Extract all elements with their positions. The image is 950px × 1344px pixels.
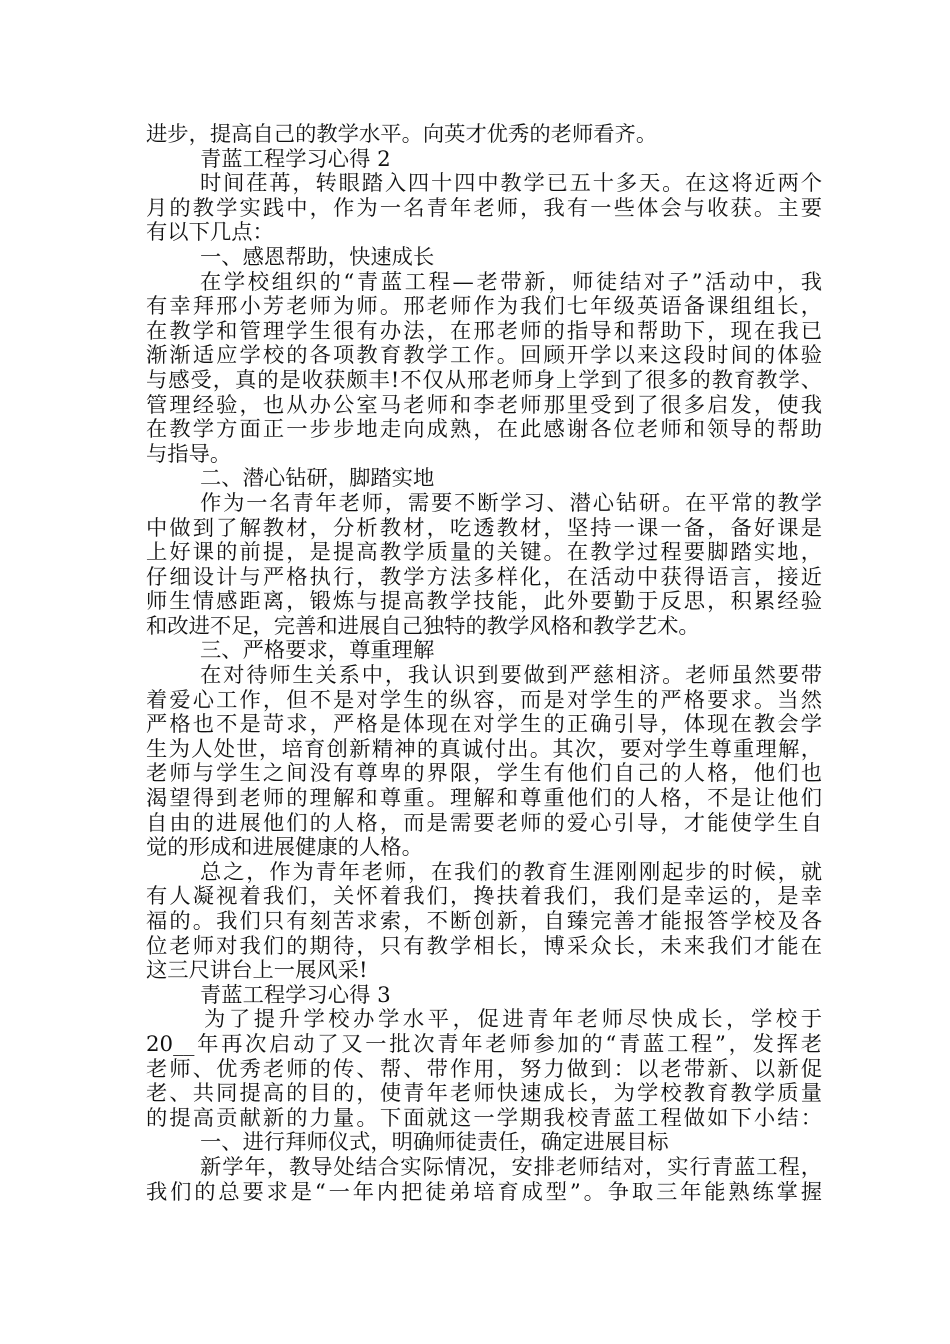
text-line: 进步，提高自己的教学水平。向英才优秀的老师看齐。 [146, 122, 658, 147]
text-line: 老、共同提高的目的，使青年老师快速成长，为学校教育教学质量 [146, 1082, 822, 1107]
text-line: 三、严格要求，尊重理解 [200, 638, 435, 664]
text-line: 仔细设计与严格执行，教学方法多样化，在活动中获得语言，接近 [146, 565, 822, 590]
text-line: 这三尺讲台上一展风采! [146, 958, 368, 984]
text-line: 总之，作为青年老师，在我们的教育生涯刚刚起步的时候，就 [200, 860, 822, 885]
text-line: 福的。我们只有刻苦求索，不断创新，自臻完善才能报答学校及各 [146, 910, 822, 934]
text-line: 自由的进展他们的人格，而是需要老师的爱心引导，才能使学生自 [146, 811, 822, 836]
text-line: 为了提升学校办学水平，促进青年老师尽快成长，学校于 [204, 1008, 822, 1033]
text-line: 青蓝工程学习心得 3 [200, 982, 391, 1008]
text-line: 在对待师生关系中，我认识到要做到严慈相济。老师虽然要带 [200, 664, 822, 689]
text-line: 位老师对我们的期待，只有教学相长，博采众长，未来我们才能在 [146, 934, 822, 959]
text-line: 月的教学实践中，作为一名青年老师，我有一些体会与收获。主要 [146, 196, 822, 221]
text-line: 新学年，教导处结合实际情况，安排老师结对，实行青蓝工程， [200, 1155, 822, 1180]
text-line: 在学校组织的“青蓝工程—老带新，师徒结对子”活动中，我 [200, 270, 822, 295]
text-line: 我们的总要求是“一年内把徒弟培育成型”。争取三年能熟练掌握 [146, 1180, 822, 1205]
text-line: 严格也不是苛求，严格是体现在对学生的正确引导，体现在教会学 [146, 713, 822, 738]
text-line: 老师、优秀老师的传、帮、带作用，努力做到：以老带新、以新促 [146, 1057, 822, 1082]
text-line: 青蓝工程学习心得 2 [200, 146, 391, 172]
text-line: 与指导。 [146, 441, 232, 467]
text-line: 老师与学生之间没有尊卑的界限，学生有他们自己的人格，他们也 [146, 762, 822, 787]
text-line: 与感受，真的是收获颇丰!不仅从邢老师身上学到了很多的教育教学、 [146, 368, 822, 393]
text-line: 渐渐适应学校的各项教育教学工作。回顾开学以来这段时间的体验 [146, 344, 822, 369]
text-line: 渴望得到老师的理解和尊重。理解和尊重他们的人格，不是让他们 [146, 787, 822, 812]
text-line: 生为人处世，培育创新精神的真诚付出。其次，要对学生尊重理解， [146, 737, 822, 762]
text-line: 和改进不足，完善和进展自己独特的教学风格和教学艺术。 [146, 613, 700, 639]
text-line: 一、感恩帮助，快速成长 [200, 244, 435, 270]
text-line: 着爱心工作，但不是对学生的纵容，而是对学生的严格要求。当然 [146, 688, 822, 713]
text-line: 有以下几点： [146, 220, 274, 246]
text-line: 觉的形成和进展健康的人格。 [146, 835, 423, 861]
text-line: 二、潜心钻研，脚踏实地 [200, 466, 435, 492]
text-line: 中做到了解教材，分析教材，吃透教材，坚持一课一备，备好课是 [146, 516, 822, 541]
text-line: 在教学方面正一步步地走向成熟，在此感谢各位老师和领导的帮助 [146, 418, 822, 443]
text-line: 有人凝视着我们，关怀着我们，搀扶着我们，我们是幸运的，是幸 [146, 885, 822, 910]
text-line: 有幸拜邢小芳老师为师。邢老师作为我们七年级英语备课组组长， [146, 295, 822, 320]
text-line: 作为一名青年老师，需要不断学习、潜心钻研。在平常的教学 [200, 491, 822, 516]
text-line: 在教学和管理学生很有办法，在邢老师的指导和帮助下，现在我已 [146, 319, 822, 344]
text-line: 20__年再次启动了又一批次青年老师参加的“青蓝工程”，发挥老 [146, 1032, 822, 1057]
text-line: 管理经验，也从办公室马老师和李老师那里受到了很多启发，使我 [146, 393, 822, 418]
text-line: 上好课的前提，是提高教学质量的关键。在教学过程要脚踏实地， [146, 541, 822, 566]
text-line: 一、进行拜师仪式，明确师徒责任，确定进展目标 [200, 1130, 669, 1156]
document-page [146, 123, 822, 1205]
text-line: 的提高贡献新的力量。下面就这一学期我校青蓝工程做如下小结： [146, 1106, 822, 1131]
text-line: 时间荏苒，转眼踏入四十四中教学已五十多天。在这将近两个 [200, 172, 822, 197]
text-line: 师生情感距离，锻炼与提高教学技能，此外要勤于反思，积累经验 [146, 590, 822, 615]
